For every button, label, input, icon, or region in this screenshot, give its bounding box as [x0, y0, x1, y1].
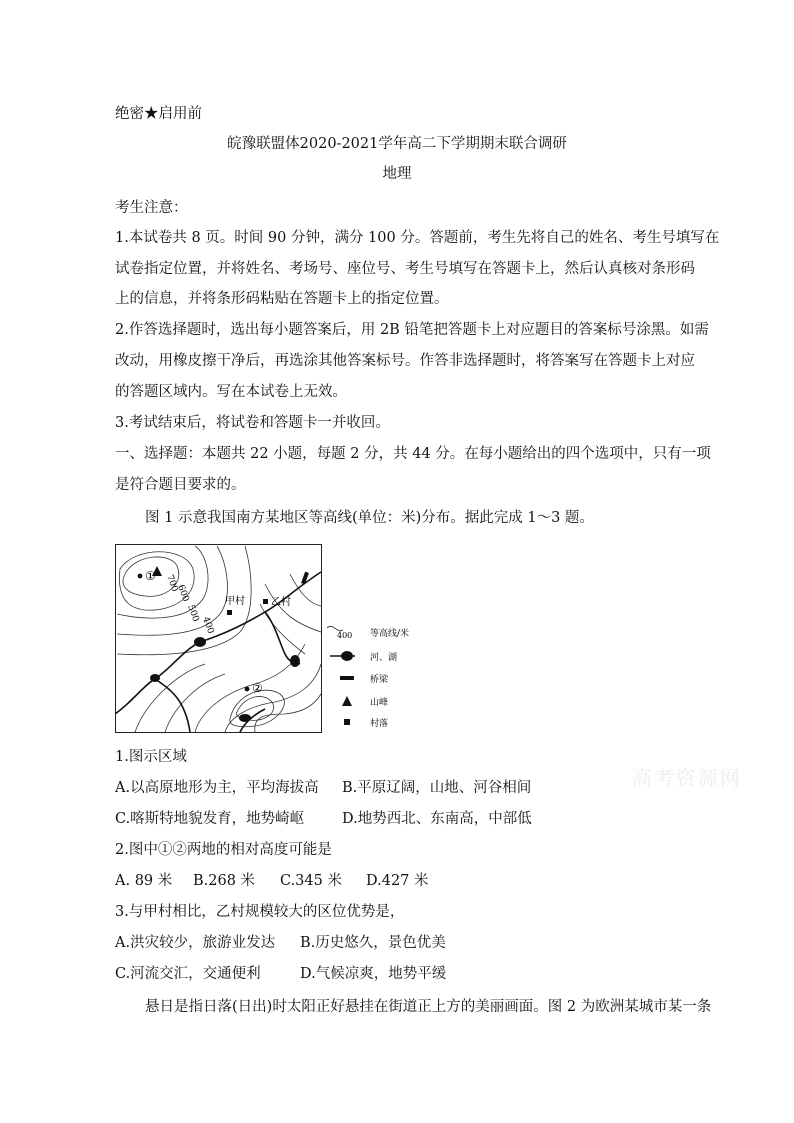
- contour-label: 600: [175, 583, 191, 604]
- notes-heading: 考生注意：: [115, 200, 188, 216]
- exam-title: 皖豫联盟体2020-2021学年高二下学期期末联合调研: [227, 136, 567, 152]
- contour-map: [115, 544, 445, 734]
- legend-river: 河、湖: [370, 653, 398, 663]
- bridge-symbol: [301, 572, 309, 585]
- question-1-stem: 1.图示区域: [115, 749, 187, 765]
- question-3-option-d: D.气候凉爽，地势平缓: [300, 966, 447, 982]
- legend-contour: 等高线/米: [370, 629, 410, 639]
- figure2-intro: 悬日是指日落(日出)时太阳正好悬挂在街道正上方的美丽画面。图 2 为欧洲某城市某一条: [145, 999, 712, 1015]
- question-1-option-a: A.以高原地形为主，平均海拔高: [115, 780, 319, 796]
- notes-line: 1.本试卷共 8 页。时间 90 分钟，满分 100 分。答题前，考生先将自己的姓名、考生号填写在: [115, 230, 720, 246]
- point2-label: ②: [252, 681, 263, 695]
- contour-label: 500: [185, 603, 201, 624]
- lakes: [150, 637, 300, 722]
- question-3-option-c: C.河流交汇，交通便利: [115, 966, 261, 982]
- notes-line: 3.考试结束后，将试卷和答题卡一并收回。: [115, 415, 390, 431]
- notes-line: 2.作答选择题时，选出每小题答案后，用 2B 铅笔把答题卡上对应题目的答案标号涂黑。如需: [115, 322, 709, 338]
- point2-dot: [245, 687, 250, 692]
- notes-line: 上的信息，并将条形码粘贴在答题卡上的指定位置。: [115, 291, 449, 307]
- watermark: 高考资源网: [632, 766, 742, 790]
- subject-title: 地理: [382, 166, 412, 182]
- notes-line: 的答题区域内。写在本试卷上无效。: [115, 384, 347, 400]
- figure1-intro: 图 1 示意我国南方某地区等高线(单位：米)分布。据此完成 1～3 题。: [145, 510, 594, 526]
- question-2-option-c: C.345 米: [280, 873, 342, 889]
- village-jia-symbol: [227, 610, 232, 615]
- section-heading-cont: 是符合题目要求的。: [115, 477, 246, 493]
- question-1-option-c: C.喀斯特地貌发育，地势崎岖: [115, 811, 305, 827]
- village-yi-symbol: [263, 599, 268, 604]
- question-3-stem: 3.与甲村相比，乙村规模较大的区位优势是，: [115, 904, 405, 920]
- notes-line: 改动，用橡皮擦干净后，再选涂其他答案标号。作答非选择题时，将答案写在答题卡上对应: [115, 353, 695, 369]
- question-2-stem: 2.图中①②两地的相对高度可能是: [115, 842, 332, 858]
- village-jia-label: 甲村: [225, 596, 245, 607]
- legend-peak: 山峰: [370, 698, 389, 708]
- point1-label: ①: [145, 569, 156, 583]
- question-1-option-b: B.平原辽阔，山地、河谷相间: [342, 780, 532, 796]
- legend-bridge: 桥梁: [370, 675, 389, 685]
- legend-village: 村落: [370, 719, 389, 729]
- question-2-option-d: D.427 米: [366, 873, 429, 889]
- section-heading: 一、选择题：本题共 22 小题，每题 2 分，共 44 分。在每小题给出的四个选项中，只有一项: [115, 446, 711, 462]
- village-yi-label: 乙村: [271, 597, 291, 608]
- question-2-option-b: B.268 米: [193, 873, 256, 889]
- legend-contour-value: 400: [337, 631, 353, 640]
- question-3-option-a: A.洪灾较少，旅游业发达: [115, 935, 276, 951]
- point1-dot: [138, 574, 143, 579]
- secret-label: 绝密★启用前: [115, 106, 202, 122]
- question-2-option-a: A. 89 米: [115, 873, 173, 889]
- contour-map-figure: [115, 544, 445, 734]
- map-legend: [327, 626, 409, 729]
- contour-label: 700: [164, 573, 180, 594]
- contour-label: 400: [200, 615, 216, 636]
- notes-line: 试卷指定位置，并将姓名、考场号、座位号、考生号填写在答题卡上，然后认真核对条形码: [115, 261, 695, 277]
- question-3-option-b: B.历史悠久，景色优美: [300, 935, 446, 951]
- question-1-option-d: D.地势西北、东南高，中部低: [342, 811, 532, 827]
